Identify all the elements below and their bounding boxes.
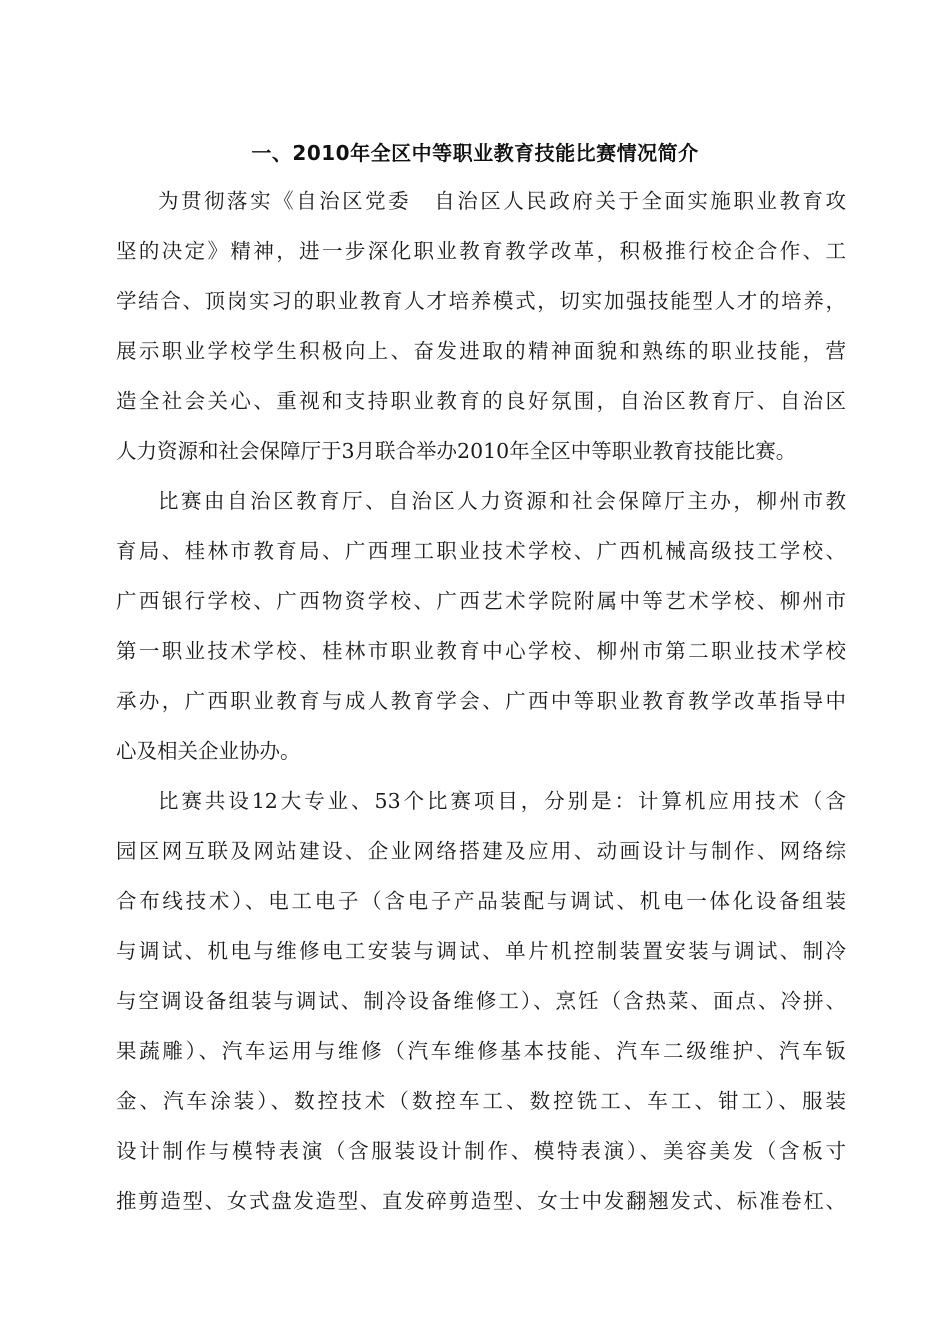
text-line: 育局、桂林市教育局、广西理工职业技术学校、广西机械高级技工学校、	[116, 539, 846, 563]
text-line: 比赛共设12大专业、53个比赛项目，分别是：计算机应用技术（含	[158, 789, 846, 813]
text-line: 果蔬雕）、汽车运用与维修（汽车维修基本技能、汽车二级维护、汽车钣	[116, 1039, 846, 1063]
text-line: 园区网互联及网站建设、企业网络搭建及应用、动画设计与制作、网络综	[116, 839, 846, 863]
text-line: 合布线技术）、电工电子（含电子产品装配与调试、机电一体化设备组装	[116, 889, 846, 913]
text-line: 坚的决定》精神，进一步深化职业教育教学改革，积极推行校企合作、工	[116, 239, 846, 263]
text-line: 与调试、机电与维修电工安装与调试、单片机控制装置安装与调试、制冷	[116, 939, 846, 963]
text-line: 承办，广西职业教育与成人教育学会、广西中等职业教育教学改革指导中	[116, 689, 846, 713]
text-line: 设计制作与模特表演（含服装设计制作、模特表演）、美容美发（含板寸	[116, 1139, 846, 1163]
text-line: 人力资源和社会保障厅于3月联合举办2010年全区中等职业教育技能比赛。	[116, 439, 797, 463]
text-line: 推剪造型、女式盘发造型、直发碎剪造型、女士中发翻翘发式、标准卷杠、	[116, 1189, 846, 1213]
text-line: 金、汽车涂装）、数控技术（数控车工、数控铣工、车工、钳工）、服装	[116, 1089, 846, 1113]
text-line: 广西银行学校、广西物资学校、广西艺术学院附属中等艺术学校、柳州市	[116, 589, 846, 613]
text-line: 第一职业技术学校、桂林市职业教育中心学校、柳州市第二职业技术学校	[116, 639, 846, 663]
text-line: 展示职业学校学生积极向上、奋发进取的精神面貌和熟练的职业技能，营	[116, 339, 846, 363]
text-line: 为贯彻落实《自治区党委 自治区人民政府关于全面实施职业教育攻	[158, 189, 846, 213]
section-title: 一、2010年全区中等职业教育技能比赛情况简介	[251, 141, 699, 165]
text-line: 心及相关企业协办。	[116, 739, 301, 763]
text-line: 比赛由自治区教育厅、自治区人力资源和社会保障厅主办，柳州市教	[158, 489, 846, 513]
text-line: 造全社会关心、重视和支持职业教育的良好氛围，自治区教育厅、自治区	[116, 389, 846, 413]
text-line: 与空调设备组装与调试、制冷设备维修工）、烹饪（含热菜、面点、冷拼、	[116, 989, 846, 1013]
text-line: 学结合、顶岗实习的职业教育人才培养模式，切实加强技能型人才的培养，	[116, 289, 846, 313]
